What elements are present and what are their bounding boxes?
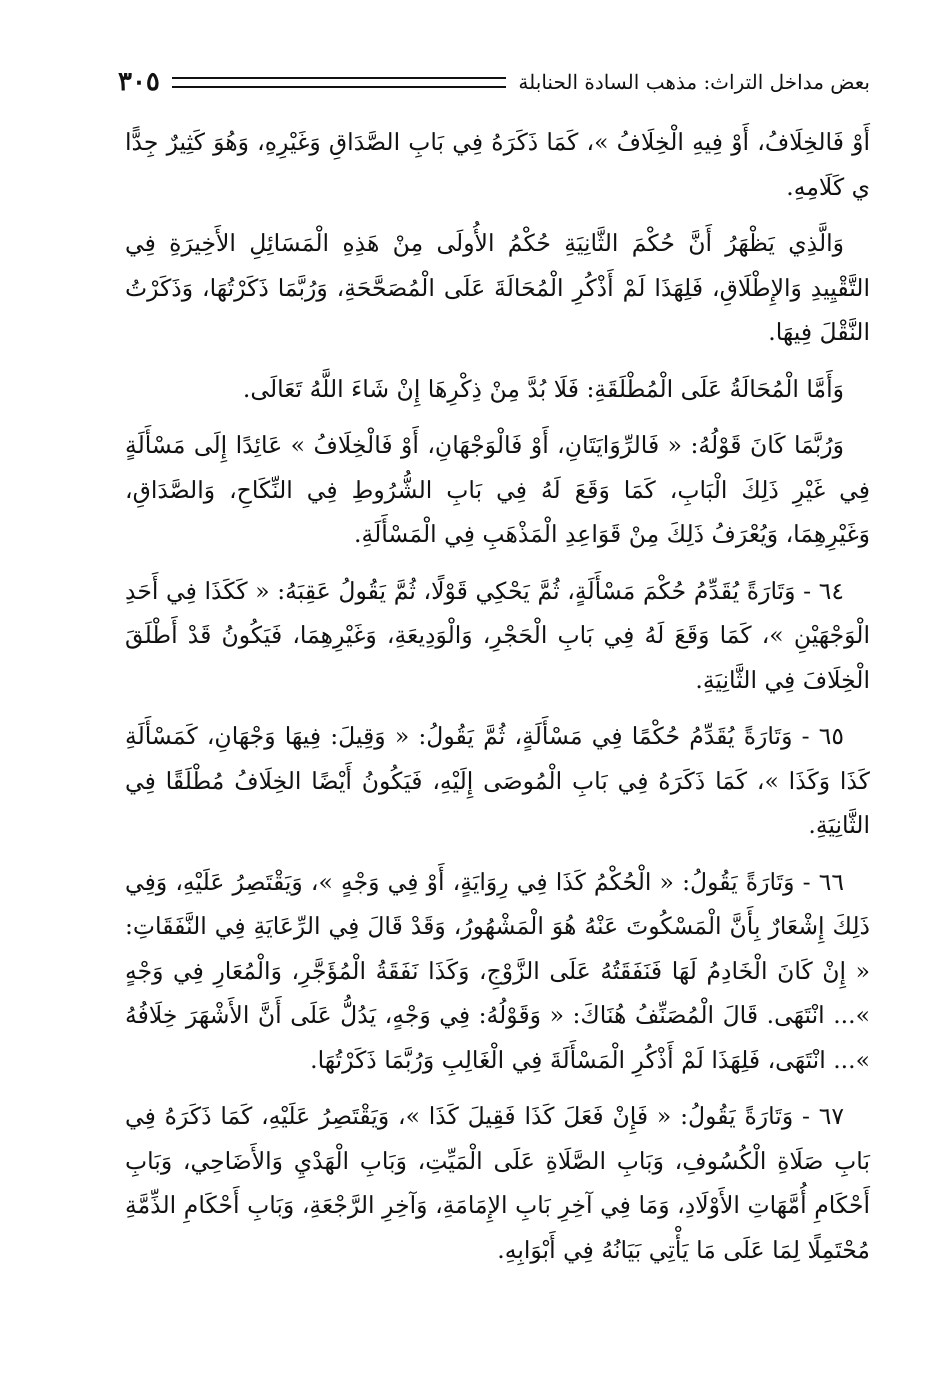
header-double-rule [172,77,507,88]
numbered-paragraph-64: ٦٤ - وَتَارَةً يُقَدِّمُ حُكْمَ مَسْأَلَةٍ، ثُمَّ يَحْكِي قَوْلًا، ثُمَّ يَقُولُ عَقِبَهُ: « كَكَذَا فِي أَحَدِ الْوَجْهَيْنِ »، كَمَا وَقَعَ لَهُ فِي بَابِ الْحَجْرِ، وَالْوَدِيعَةِ، وَغَيْرِهِمَا، فَيَكُونُ قَدْ أَطْلَقَ الْخِلَافَ فِي الثَّانِيَةِ. [125,576,870,694]
numbered-paragraph-65: ٦٥ - وَتَارَةً يُقَدِّمُ حُكْمًا فِي مَسْأَلَةٍ، ثُمَّ يَقُولُ: « وَقِيلَ: فِيهَا وَجْهَانِ، كَمَسْأَلَةِ كَذَا وَكَذَا »، كَمَا ذَكَرَهُ فِي بَابِ الْمُوصَى إِلَيْهِ، فَيَكُونُ أَيْضًا الخِلَافُ مُطْلَقًا فِي الثَّانِيَةِ. [125,722,870,839]
numbered-paragraph-66: ٦٦ - وَتَارَةً يَقُولُ: « الْحُكْمُ كَذَا فِي رِوَايَةٍ، أَوْ فِي وَجْهٍ »، وَيَقْتَصِرُ عَلَيْهِ، وَفِي ذَلِكَ إِشْعَارٌ بِأَنَّ الْمَسْكُوتَ عَنْهُ هُوَ الْمَشْهُورُ، وَقَدْ قَالَ فِي الرِّعَايَةِ فِي النَّفَقَاتِ: « إِنْ كَانَ الْخَادِمُ لَهَا فَنَفَقَتُهُ عَلَى الزَّوْجِ، وَكَذَا نَفَقَةُ الْمُؤَجَّرِ، وَالْمُعَارِ فِي وَجْهٍ »... انْتَهَى. قَالَ الْمُصَنِّفُ هُنَاكَ: « وَقَوْلُهُ: فِي وَجْهٍ، يَدُلُّ عَلَى أَنَّ الأَشْهَرَ خِلَافُهُ »... انْتَهَى، فَلِهَذَا لَمْ أَذْكُرِ الْمَسْأَلَةَ فِي الْغَالِبِ وَرُبَّمَا ذَكَرْتُهَا. [125,867,870,1074]
paragraph: وَرُبَّمَا كَانَ قَوْلُهُ: « فَالرِّوَايَتَانِ، أَوْ فَالْوَجْهَانِ، أَوْ فَالْخِلَافُ » عَائِدًا إِلَى مَسْأَلَةٍ فِي غَيْرِ ذَلِكَ الْبَابِ، كَمَا وَقَعَ لَهُ فِي بَابِ الشُّرُوطِ فِي النِّكَاحِ، وَالصَّدَاقِ، وَغَيْرِهِمَا، وَيُعْرَفُ ذَلِكَ مِنْ قَوَاعِدِ الْمَذْهَبِ فِي الْمَسْأَلَةِ. [125,431,870,548]
running-header [118,62,870,102]
page-number: ٣٠٥ [118,67,160,97]
page-body [125,120,870,1284]
paragraph: أَوْ فَالخِلَافُ، أَوْ فِيهِ الْخِلَافُ »، كَمَا ذَكَرَهُ فِي بَابِ الصَّدَاقِ وَغَيْرِهِ، وَهُوَ كَثِيرٌ جِدًّا ي كَلَامِهِ. [125,128,870,201]
running-header-title: بعض مداخل التراث: مذهب السادة الحنابلة [518,70,870,94]
paragraph: وَأَمَّا الْمُحَالَةُ عَلَى الْمُطْلَقَةِ: فَلَا بُدَّ مِنْ ذِكْرِهَا إِنْ شَاءَ اللَّهُ تَعَالَى. [242,374,844,403]
paragraph: وَالَّذِي يَظْهَرُ أَنَّ حُكْمَ الثَّانِيَةِ حُكْمُ الأُولَى مِنْ هَذِهِ الْمَسَائِلِ الأَخِيرَةِ فِي التَّقْيِيدِ وَالإِطْلَاقِ، فَلِهَذَا لَمْ أَذْكُرِ الْمُحَالَةَ عَلَى الْمُصَحَّحَةِ، وَرُبَّمَا ذَكَرْتُهَا، وَذَكَرْتُ النَّقْلَ فِيهَا. [125,229,870,346]
numbered-paragraph-67: ٦٧ - وَتَارَةً يَقُولُ: « فَإِنْ فَعَلَ كَذَا فَقِيلَ كَذَا »، وَيَقْتَصِرُ عَلَيْهِ، كَمَا ذَكَرَهُ فِي بَابِ صَلَاةِ الْكُسُوفِ، وَبَابِ الصَّلَاةِ عَلَى الْمَيِّتِ، وَبَابِ الْهَدْيِ وَالأَضَاحِي، وَبَابِ أَحْكَامِ أُمَّهَاتِ الأَوْلَادِ، وَمَا فِي آخِرِ بَابِ الإِمَامَةِ، وَآخِرِ الرَّجْعَةِ، وَبَابِ أَحْكَامِ الذِّمَّةِ مُحْتَمِلًا لِمَا عَلَى مَا يَأْتِي بَيَانُهُ فِي أَبْوَابِهِ. [125,1102,870,1264]
